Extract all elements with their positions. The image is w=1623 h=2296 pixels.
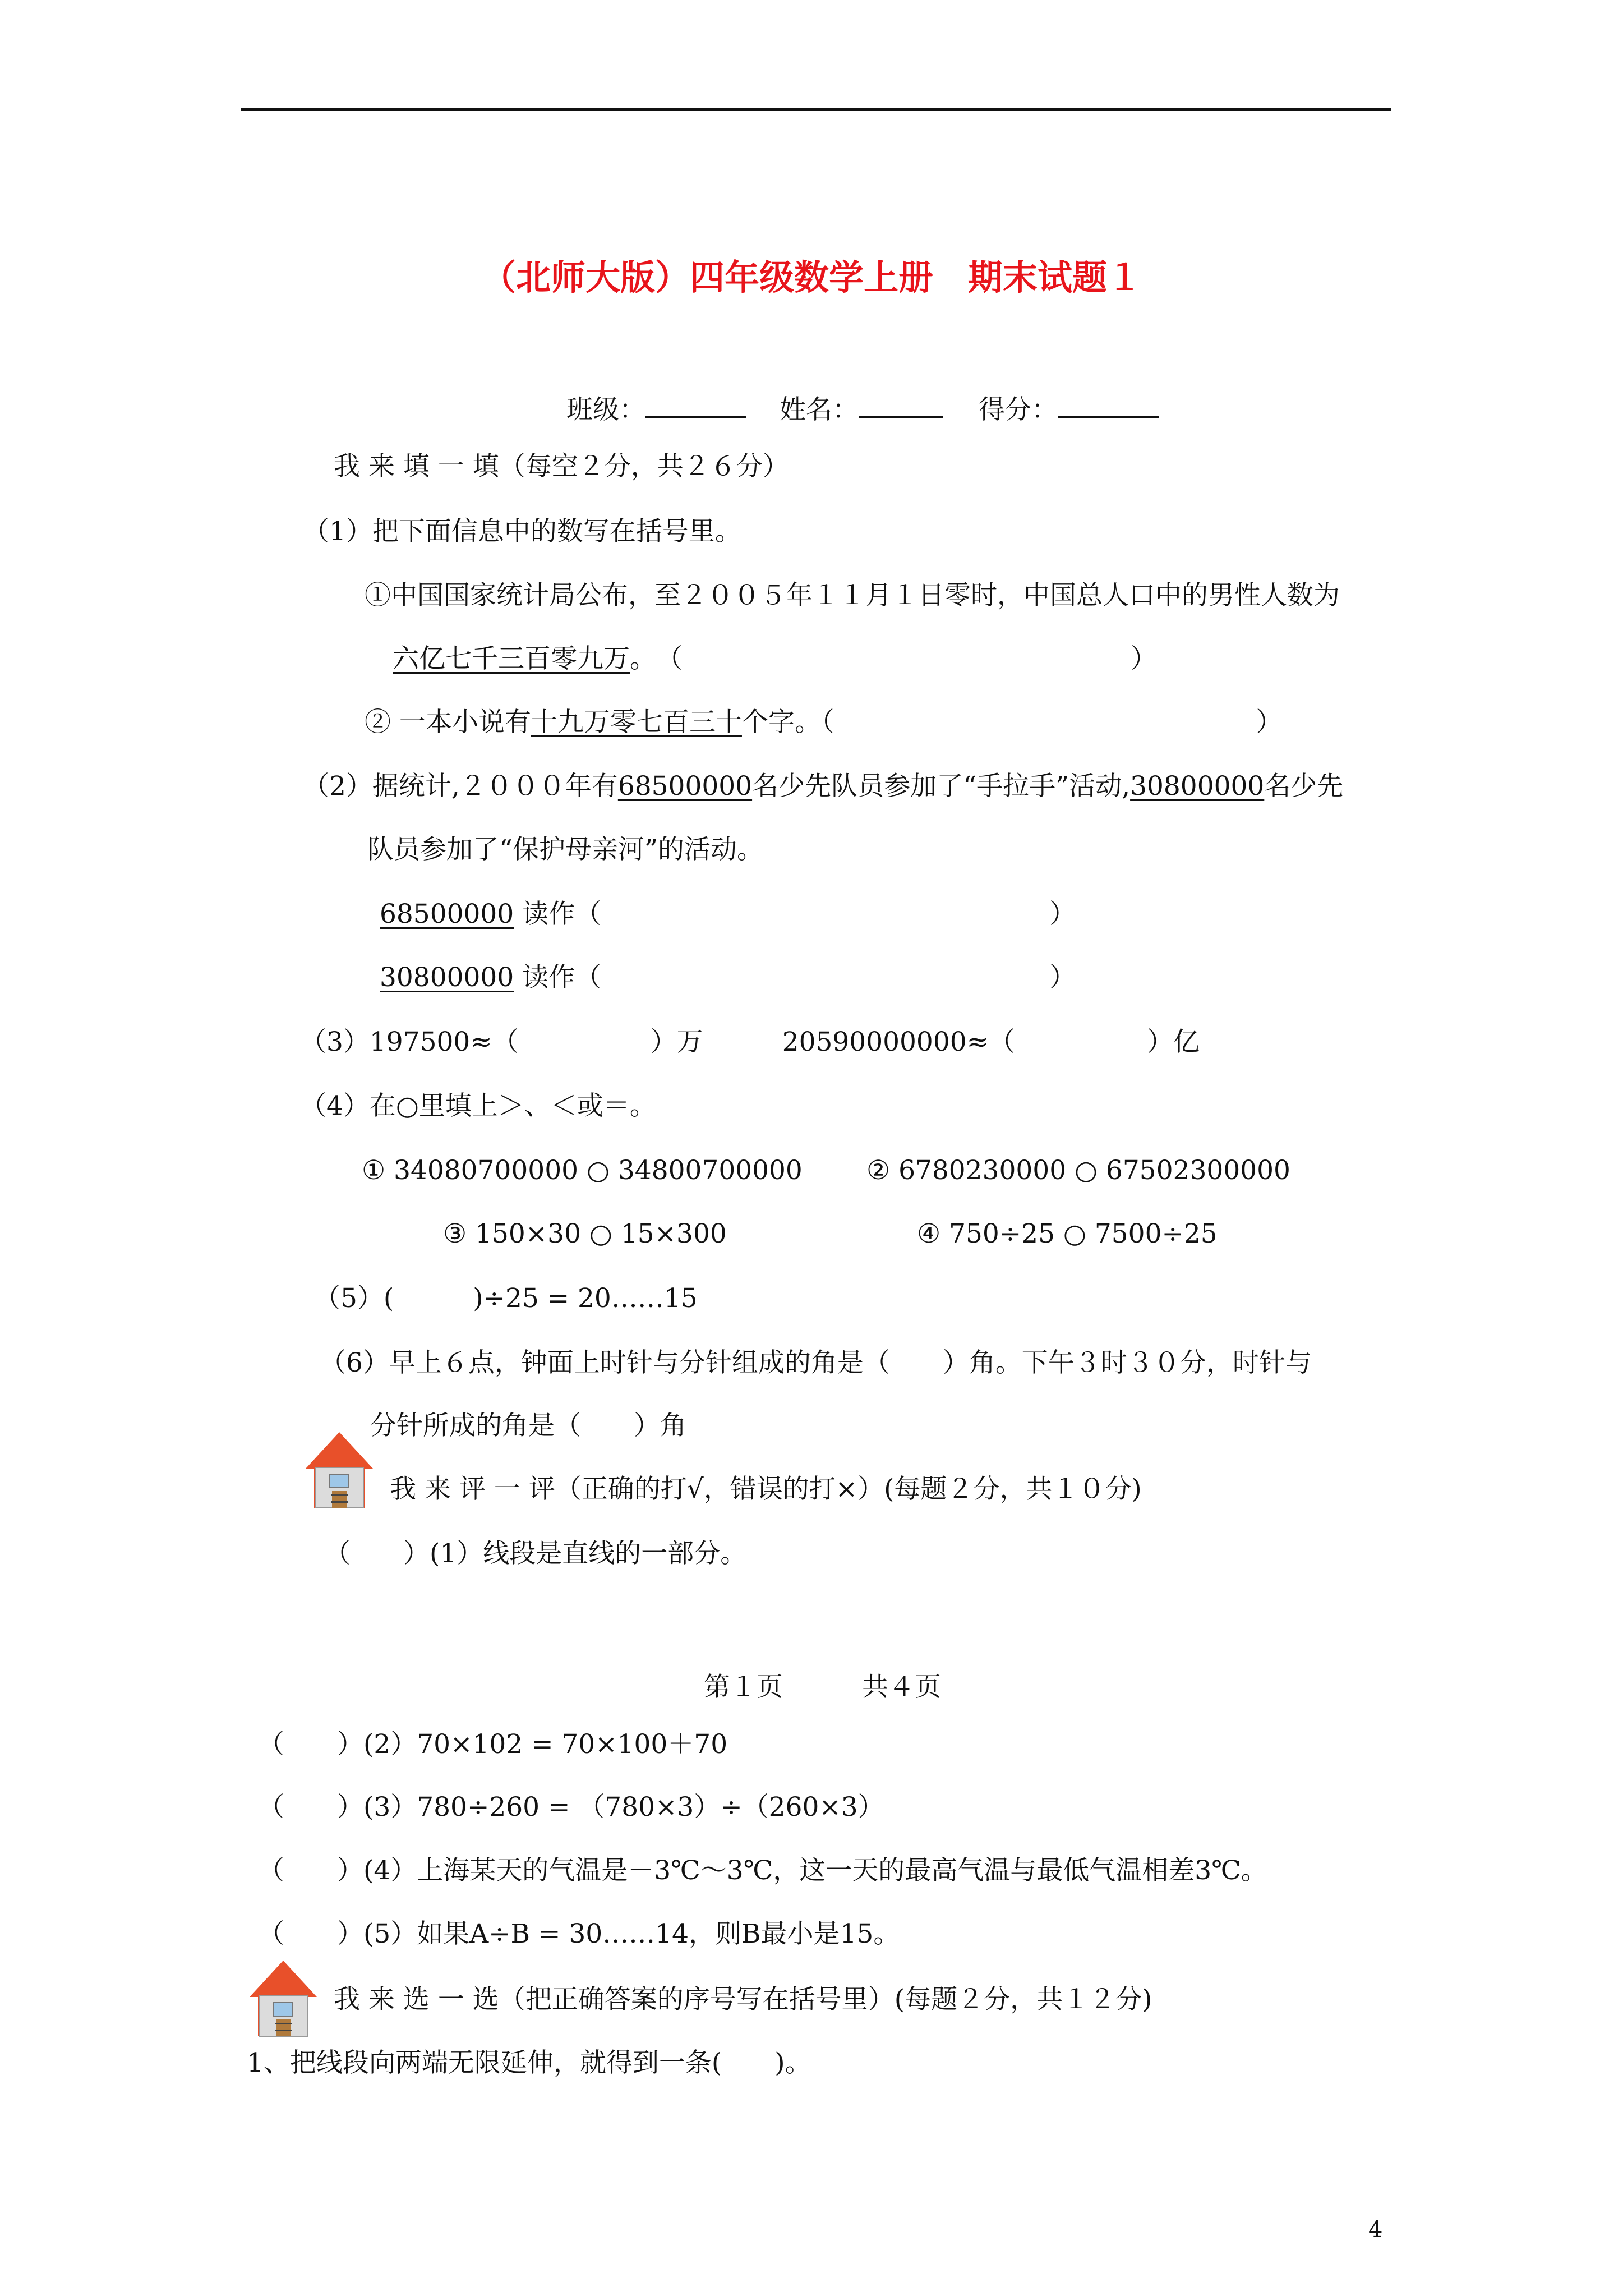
q4-text: （4）在○里填上＞、＜或＝。 bbox=[300, 1091, 656, 1121]
q2-line2: 队员参加了“保护母亲河”的活动。 bbox=[367, 834, 764, 865]
judge-item-5: （ ）(5）如果A÷B = 30……14，则B最小是15。 bbox=[258, 1918, 900, 1949]
class-field bbox=[566, 393, 746, 427]
judge-item-2: （ ）(2）70×102 = 70×100＋70 bbox=[258, 1729, 728, 1760]
q2-num2: 30800000 bbox=[1130, 771, 1265, 802]
page-footer: 第１页 共４页 bbox=[704, 1672, 941, 1703]
q1-sub1-number: 六亿七千三百零九万 bbox=[393, 643, 630, 674]
choice-q1: 1、把线段向两端无限延伸，就得到一条( )。 bbox=[247, 2047, 811, 2078]
q1-text: （1）把下面信息中的数写在括号里。 bbox=[303, 516, 741, 547]
q1-sub1-line1: ①中国国家统计局公布，至２００５年１１月１日零时，中国总人口中的男性人数为 bbox=[365, 580, 1340, 611]
q2-line1 bbox=[303, 770, 1343, 803]
house-icon bbox=[303, 1429, 376, 1513]
q1-sub2-answer: 个字。（ ） bbox=[741, 707, 1283, 738]
q2-read2-number: 30800000 bbox=[380, 962, 514, 993]
q1-sub2 bbox=[365, 706, 1282, 739]
q1-sub1-answer: 。 （ ） bbox=[630, 643, 1157, 674]
q2-read1-answer: 读作（ ） bbox=[514, 899, 1076, 930]
judge-item-4: （ ）(4）上海某天的气温是－3℃～3℃，这一天的最高气温与最低气温相差3℃。 bbox=[258, 1855, 1267, 1886]
judge-item-1: （ ）(1）线段是直线的一部分。 bbox=[324, 1538, 747, 1569]
section3-heading: 我 来 选 一 选（把正确答案的序号写在括号里）(每题２分，共１２分) bbox=[334, 1984, 1152, 2015]
q4-b: ② 6780230000 ○ 67502300000 bbox=[866, 1155, 1290, 1186]
q2-read1 bbox=[380, 898, 1076, 931]
q2-read2 bbox=[380, 961, 1076, 995]
q1-sub1-line2 bbox=[393, 642, 1157, 676]
q2-mid: 名少先队员参加了“手拉手”活动, bbox=[752, 771, 1131, 802]
page-number: 4 bbox=[1368, 2217, 1383, 2243]
judge-item-3: （ ）(3）780÷260 = （780×3）÷（260×3） bbox=[258, 1792, 884, 1823]
page-title: （北师大版）四年级数学上册 期末试题１ bbox=[481, 257, 1142, 298]
q2-post: 名少先 bbox=[1264, 771, 1344, 802]
house-icon bbox=[247, 1958, 320, 2042]
name-field bbox=[780, 393, 943, 427]
score-blank[interactable] bbox=[1058, 393, 1159, 418]
section1-heading: 我 来 填 一 填（每空２分，共２６分） bbox=[334, 451, 789, 482]
q2-read1-number: 68500000 bbox=[380, 899, 514, 930]
q6-line2: 分针所成的角是（ ）角 bbox=[370, 1410, 686, 1441]
section2-heading: 我 来 评 一 评（正确的打√，错误的打×）(每题２分，共１０分) bbox=[390, 1474, 1142, 1504]
header-rule bbox=[241, 108, 1391, 111]
q4-c: ③ 150×30 ○ 15×300 bbox=[443, 1218, 727, 1249]
q1-sub2-pre: ② 一本小说有 bbox=[365, 707, 531, 738]
q4-d: ④ 750÷25 ○ 7500÷25 bbox=[917, 1218, 1218, 1249]
q1-sub2-number: 十九万零七百三十 bbox=[531, 707, 742, 738]
class-blank[interactable] bbox=[645, 393, 746, 418]
score-label: 得分： bbox=[979, 394, 1058, 425]
name-blank[interactable] bbox=[859, 393, 943, 418]
q5: （5）( )÷25 = 20……15 bbox=[314, 1283, 698, 1314]
class-label: 班级： bbox=[566, 394, 645, 425]
score-field bbox=[979, 393, 1159, 427]
q3: （3）197500≈（ ）万 20590000000≈（ ）亿 bbox=[300, 1027, 1200, 1057]
name-label: 姓名： bbox=[780, 394, 859, 425]
q4-a: ① 34080700000 ○ 34800700000 bbox=[362, 1155, 803, 1186]
q6-line1: （6）早上６点，钟面上时针与分针组成的角是（ ）角。下午３时３０分，时针与 bbox=[320, 1347, 1312, 1378]
q2-num1: 68500000 bbox=[617, 771, 753, 802]
q2-pre: （2）据统计,２０００年有 bbox=[303, 771, 618, 802]
q2-read2-answer: 读作（ ） bbox=[514, 962, 1076, 993]
